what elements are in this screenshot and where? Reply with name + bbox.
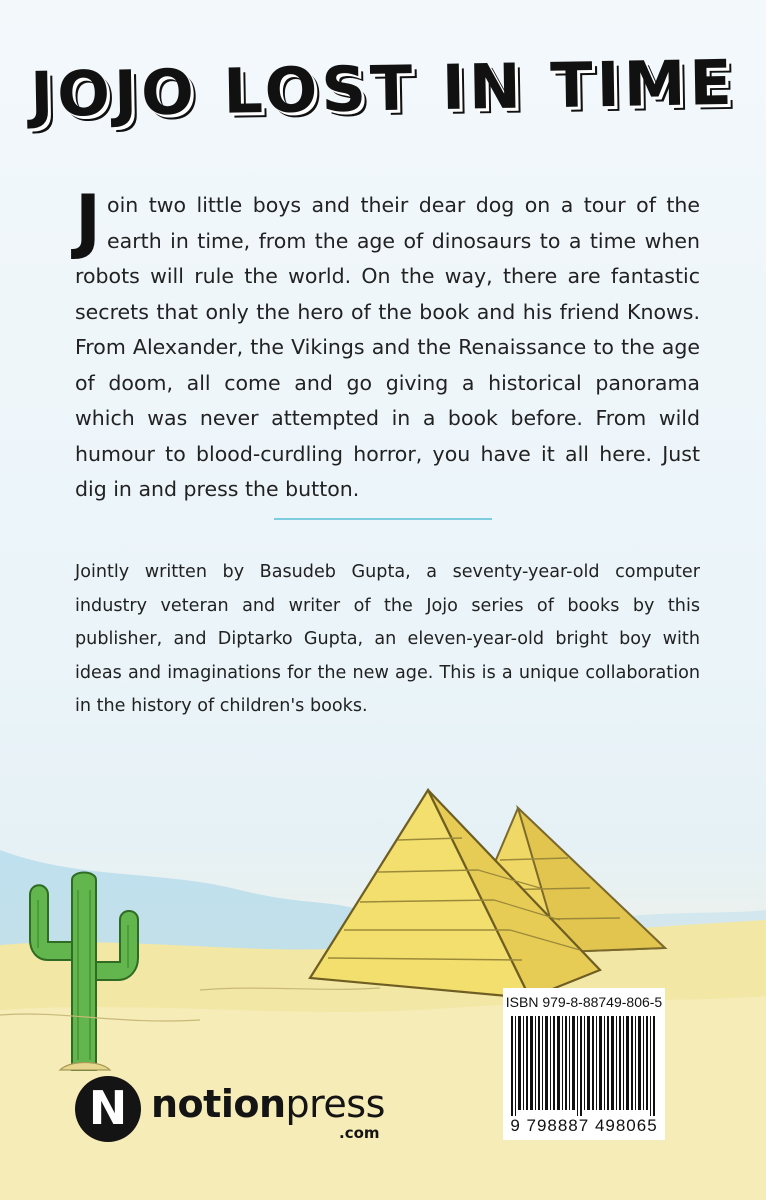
blurb-dropcap: J <box>75 180 102 262</box>
barcode-number: 9 798887 498065 <box>510 1116 658 1135</box>
publisher-domain: .com <box>339 1124 380 1142</box>
blurb-text: oin two little boys and their dear dog on a tour of the earth in time, from the age of dinosaurs to a time when robots will rule the world. On the way, there are fantastic secrets that only the hero of the book and his friend Knows. From Alexander, the Vikings and the Renaissance to the age of doom, all come and go giving a historical panorama which was never attempted in a book before. From wild humour to blood-curdling horror, you have it all here. Just dig in and press the button. <box>75 193 700 501</box>
book-title: JOJO LOST IN TIME <box>29 45 737 132</box>
publisher-name <box>151 1082 385 1126</box>
blurb-paragraph <box>75 180 700 508</box>
publisher-name-light: press <box>285 1082 385 1126</box>
publisher-name-bold: notion <box>151 1082 286 1126</box>
publisher-logo <box>75 1076 395 1144</box>
publisher-logo-icon: N <box>75 1076 141 1142</box>
isbn-label: ISBN 979-8-88749-806-5 <box>505 994 663 1010</box>
barcode-icon <box>511 1016 657 1116</box>
author-paragraph: Jointly written by Basudeb Gupta, a seventy-year-old computer industry veteran and writer of the Jojo series of books by this publisher, and Diptarko Gupta, an eleven-year-old bright boy with ideas and imaginations for the new age. This is a unique collaboration in the history of children's books. <box>75 562 700 716</box>
isbn-barcode-box <box>503 988 665 1140</box>
section-divider <box>274 518 492 520</box>
